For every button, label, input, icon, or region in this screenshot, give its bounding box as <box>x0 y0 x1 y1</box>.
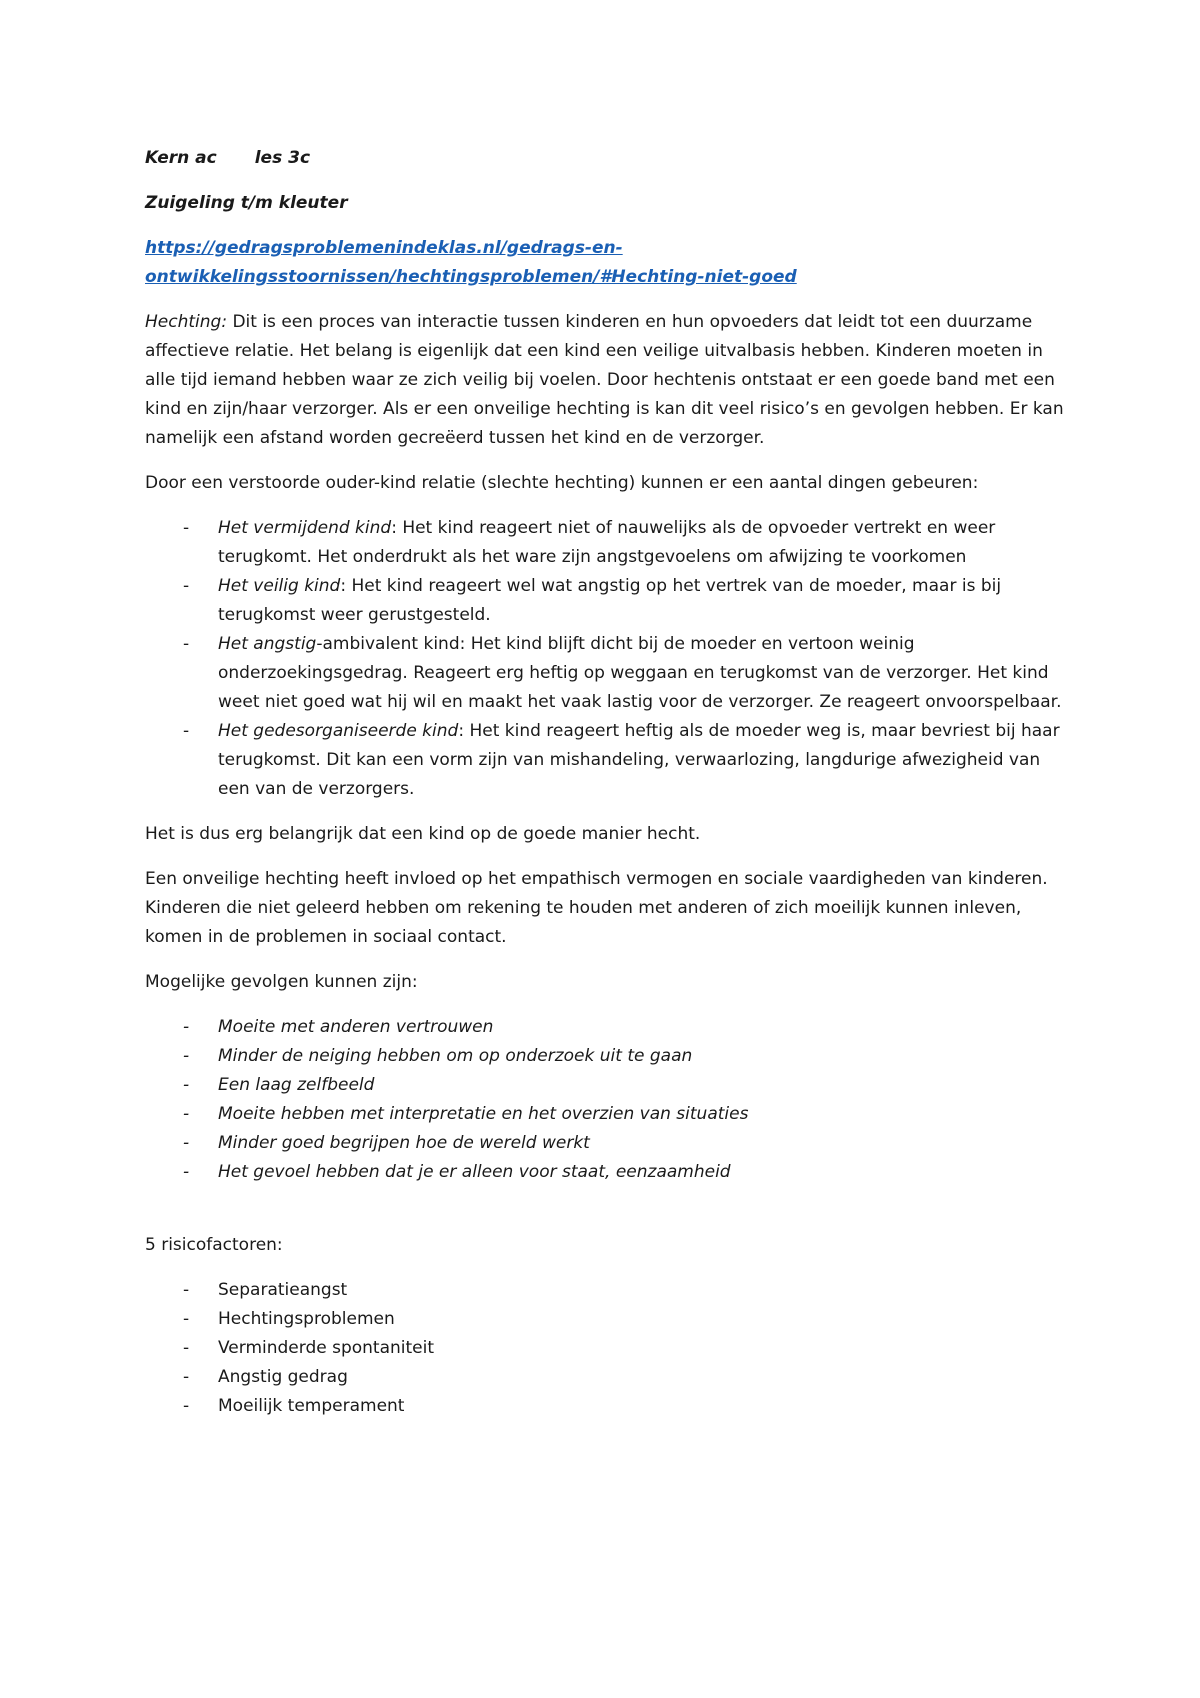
risk-intro: 5 risicofactoren: <box>145 1235 283 1255</box>
list-item: - Een laag zelfbeeld <box>145 1071 1065 1100</box>
document-content <box>145 144 1065 1437</box>
source-link-line-2[interactable]: ontwikkelingsstoornissen/hechtingsproblemen/#Hechting-niet-goed <box>145 267 797 287</box>
list-item: - Moeilijk temperament <box>145 1392 1065 1421</box>
hechting-text: Dit is een proces van interactie tussen kinderen en hun opvoeders dat leidt tot een duurzame affectieve relatie. Het belang is eigenlijk dat een kind een veilige uitvalbasis hebben. Kinderen moeten in alle tijd iemand hebben waar ze zich veilig bij voelen. Door hechtenis ontstaat er een goede band met een kind en zijn/haar verzorger. Als er een onveilige hechting is kan dit veel risico’s en gevolgen hebben. Er kan namelijk een afstand worden gecreëerd tussen het kind en de verzorger. <box>145 312 1064 448</box>
consequences-intro: Mogelijke gevolgen kunnen zijn: <box>145 972 418 992</box>
spacer <box>145 1203 1065 1231</box>
list-item: - Verminderde spontaniteit <box>145 1334 1065 1363</box>
list-item <box>145 630 1065 717</box>
attachment-types-list <box>145 514 1065 804</box>
empathy-paragraph: Een onveilige hechting heeft invloed op het empathisch vermogen en sociale vaardigheden van kinderen. Kinderen die niet geleerd hebben om rekening te houden met anderen of zich moeilijk kunnen inleven, komen in de problemen in sociaal contact. <box>145 869 1048 947</box>
list-item: - Angstig gedrag <box>145 1363 1065 1392</box>
list-item <box>145 572 1065 630</box>
type-text: : Het kind reageert heftig als de moeder weg is, maar bevriest bij haar terugkomst. Dit kan een vorm zijn van mishandeling, verwaarlozing, langdurige afwezigheid van een van de verzorgers. <box>218 721 1060 799</box>
type-text: : Het kind reageert wel wat angstig op het vertrek van de moeder, maar is bij terugkomst weer gerustgesteld. <box>218 576 1002 625</box>
list-item <box>145 514 1065 572</box>
list-item: - Het gevoel hebben dat je er alleen voor staat, eenzaamheid <box>145 1158 1065 1187</box>
list-item: - Minder goed begrijpen hoe de wereld werkt <box>145 1129 1065 1158</box>
title-part-1: Kern ac <box>145 148 217 168</box>
consequences-list <box>145 1013 1065 1187</box>
type-label: Het gedesorganiseerde kind <box>218 721 459 741</box>
title-part-2: les 3c <box>254 148 311 168</box>
list-item: - Moeite hebben met interpretatie en het overzien van situaties <box>145 1100 1065 1129</box>
conclusion-paragraph: Het is dus erg belangrijk dat een kind op de goede manier hecht. <box>145 824 701 844</box>
type-label: Het veilig kind <box>218 576 341 596</box>
type-label: Het angstig <box>218 634 317 654</box>
type-label: Het vermijdend kind <box>218 518 392 538</box>
risk-factors-list <box>145 1276 1065 1421</box>
list-item: - Separatieangst <box>145 1276 1065 1305</box>
list-item <box>145 717 1065 804</box>
type-text: -ambivalent kind: Het kind blijft dicht bij de moeder en vertoon weinig onderzoekingsgedrag. Reageert erg heftig op weggaan en terugkomst van de verzorger. Het kind weet niet goed wat hij wil en maakt het vaak lastig voor de verzorger. Ze reageert onvoorspelbaar. <box>218 634 1062 712</box>
types-intro: Door een verstoorde ouder-kind relatie (slechte hechting) kunnen er een aantal dingen gebeuren: <box>145 473 979 493</box>
list-item: - Moeite met anderen vertrouwen <box>145 1013 1065 1042</box>
source-link-line-1[interactable]: https://gedragsproblemenindeklas.nl/gedrags-en- <box>145 238 623 258</box>
hechting-label: Hechting: <box>145 312 228 332</box>
hechting-paragraph <box>145 308 1065 453</box>
list-item: - Hechtingsproblemen <box>145 1305 1065 1334</box>
document-subtitle: Zuigeling t/m kleuter <box>145 193 348 213</box>
document-title <box>145 144 1065 173</box>
list-item: - Minder de neiging hebben om op onderzoek uit te gaan <box>145 1042 1065 1071</box>
type-text: : Het kind reageert niet of nauwelijks als de opvoeder vertrekt en weer terugkomt. Het onderdrukt als het ware zijn angstgevoelens om afwijzing te voorkomen <box>218 518 996 567</box>
source-link[interactable] <box>145 234 1065 292</box>
